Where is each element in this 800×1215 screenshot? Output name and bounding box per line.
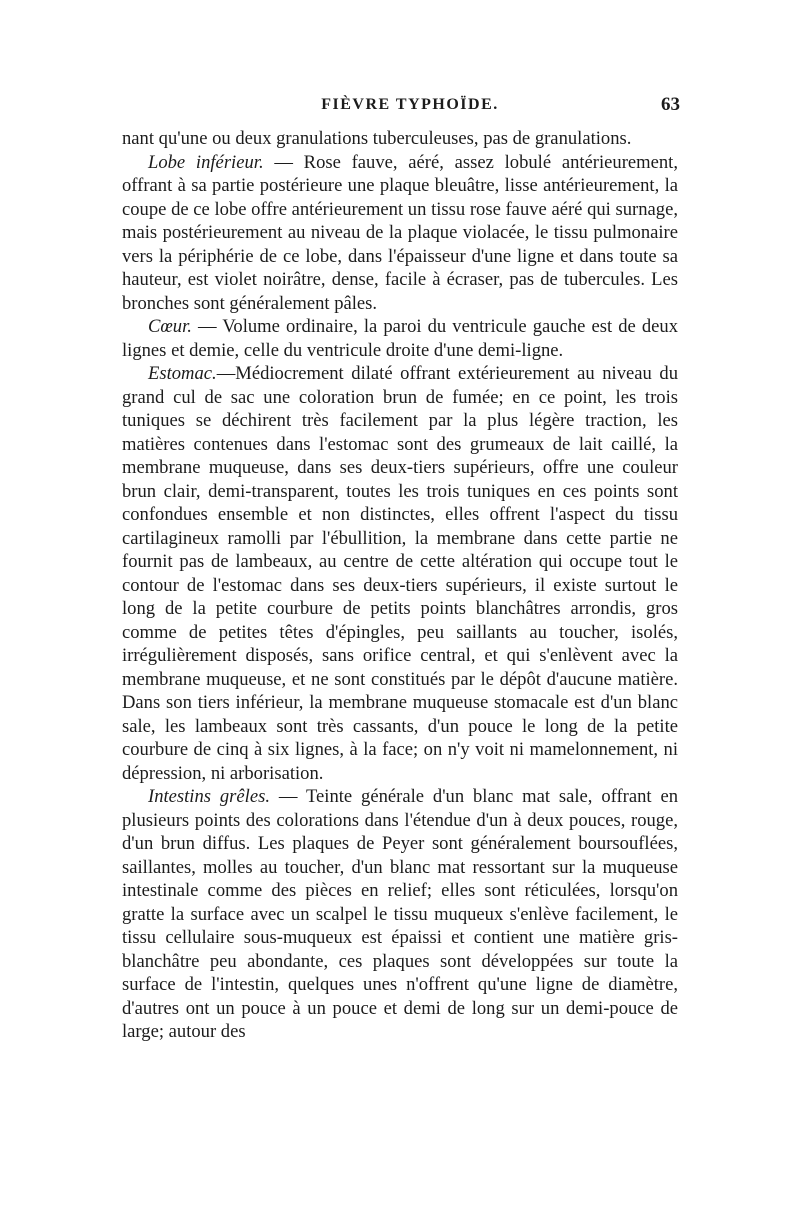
paragraph-coeur [122, 315, 678, 362]
paragraph-lead: Lobe inférieur. [148, 151, 264, 173]
running-title: FIÈVRE TYPHOÏDE. [321, 96, 499, 113]
paragraph-intestins-greles [122, 785, 678, 1044]
paragraph-text: nant qu'une ou deux granulations tuberculeuses, pas de granulations. [122, 128, 632, 149]
body-text [122, 127, 678, 1044]
running-head [140, 90, 680, 120]
paragraph-lead: Intestins grêles. [148, 786, 270, 807]
paragraph-text: — Rose fauve, aéré, assez lobulé antérieurement, offrant à sa partie postérieure une plaque bleuâtre, lisse antérieurement, la coupe de ce lobe offre antérieurement un tissu rose fauve aéré qui surnage, mais postérieurement au niveau de la plaque violacée, le tissu pulmonaire vers la périphérie de ce lobe, dans l'épaisseur d'une ligne et dans toute sa hauteur, est violet noirâtre, dense, facile à écraser, pas de tubercules. Les bronches sont généralement pâles. [122, 151, 678, 314]
paragraph-lead: Estomac. [148, 363, 217, 384]
paragraph-text: — Volume ordinaire, la paroi du ventricule gauche est de deux lignes et demie, celle du ventricule droite d'une demi-ligne. [122, 316, 678, 361]
paragraph-lobe-inferieur [122, 151, 678, 316]
paragraph-text: — Teinte générale d'un blanc mat sale, offrant en plusieurs points des colorations dans l'étendue d'un à deux pouces, rouge, d'un brun diffus. Les plaques de Peyer sont généralement boursouflées, saillantes, molles au toucher, d'un blanc mat ressortant sur la muqueuse intestinale comme des pièces en relief; elles sont réticulées, lorsqu'on gratte la surface avec un scalpel le tissu muqueux s'enlève facilement, le tissu cellulaire sous-muqueux est épaissi et contient une matière gris-blanchâtre peu abondante, ces plaques sont développées sur toute la surface de l'intestin, quelques unes n'offrent qu'une ligne de diamètre, d'autres ont un pouce à un pouce et demi de long sur un demi-pouce de large; autour des [122, 786, 679, 1042]
paragraph-estomac [122, 362, 678, 785]
page-number: 63 [661, 94, 680, 115]
paragraph-continuation [122, 127, 678, 151]
paragraph-text: —Médiocrement dilaté offrant extérieurement au niveau du grand cul de sac une coloration brun de fumée; en ce point, les trois tuniques se déchirent très facilement par la plus légère traction, les matières contenues dans l'estomac sont des grumeaux de lait caillé, la membrane muqueuse, dans ses deux-tiers supérieurs, offre une couleur brun clair, demi-transparent, toutes les trois tuniques en ces points sont confondues ensemble et non distinctes, elles offrent l'aspect du tissu cartilagineux ramolli par l'ébullition, la membrane dans cette partie ne fournit pas de lambeaux, au centre de cette altération qui occupe tout le contour de l'estomac dans ses deux-tiers supérieurs, il existe surtout le long de la petite courbure de petits points blanchâtres arrondis, gros comme de petites têtes d'épingles, peu saillants au toucher, isolés, irrégulièrement disposés, sans orifice central, et qui s'enlèvent avec la membrane muqueuse, et ne sont constitués par le dépôt d'aucune matière. Dans son tiers inférieur, la membrane muqueuse stomacale est d'un blanc sale, les lambeaux sont très cassants, d'un pouce le long de la petite courbure de cinq à six lignes, à la face; on n'y voit ni mamelonnement, ni dépression, ni arborisation. [122, 363, 678, 784]
paragraph-lead: Cœur. [148, 316, 192, 337]
